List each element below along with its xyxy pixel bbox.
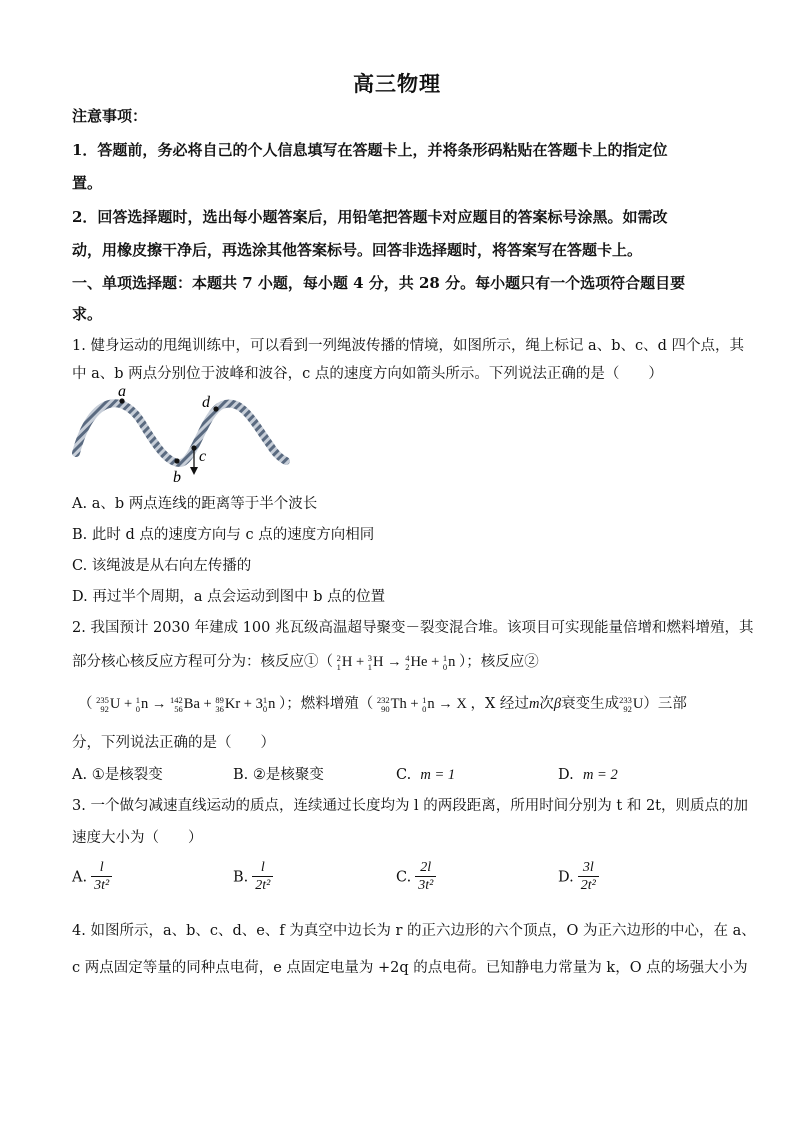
label-a: a xyxy=(118,383,126,400)
q2-stem-line-4: 分，下列说法正确的是（ ） xyxy=(72,735,275,751)
section-1-heading-line-1: 一、单项选择题：本题共 7 小题，每小题 4 分，共 28 分。每小题只有一个选项符合题目要 xyxy=(72,274,686,292)
q2-stem-line-3: （ 235 92 U + 1 0 n → 142 56 Ba + 89 36 Kr + 3 1 0 n ）；燃料增殖（ 232 90 Th + 1 0 n → X ，X 经过m次β衰变生成 233 92 U）三部 xyxy=(78,694,687,714)
notice-item-1-line-2: 置。 xyxy=(72,174,103,192)
q1-option-d: D. 再过半个周期，a 点会运动到图中 b 点的位置 xyxy=(72,589,386,605)
q1-option-a: A. a、b 两点连线的距离等于半个波长 xyxy=(72,496,318,512)
q2-option-d: D. m = 2 xyxy=(558,767,618,783)
label-b: b xyxy=(173,469,181,486)
q1-option-c: C. 该绳波是从右向左传播的 xyxy=(72,558,252,574)
point-b xyxy=(174,458,179,463)
arrow-head xyxy=(190,467,198,475)
q2-stem-line-1: 2. 我国预计 2030 年建成 100 兆瓦级高温超导聚变－裂变混合堆。该项目可实现能量倍增和燃料增殖，其 xyxy=(72,620,754,636)
q1-stem-line-2: 中 a、b 两点分别位于波峰和波谷，c 点的速度方向如箭头所示。下列说法正确的是（ ） xyxy=(72,366,663,382)
q3-stem-line-1: 3. 一个做匀减速直线运动的质点，连续通过长度均为 l 的两段距离，所用时间分别为 t 和 2t，则质点的加 xyxy=(72,798,749,814)
q2-option-b: B. ②是核聚变 xyxy=(233,767,324,783)
label-d: d xyxy=(202,394,210,411)
q2-option-c: C. m = 1 xyxy=(396,767,456,783)
reaction-2: 235 92 U + 1 0 n → 142 56 Ba + 89 36 Kr + 3 1 0 n xyxy=(96,694,276,714)
q4-stem-line-1: 4. 如图所示，a、b、c、d、e、f 为真空中边长为 r 的正六边形的六个顶点，O 为正六边形的中心，在 a、 xyxy=(72,923,756,939)
rope-wave-figure xyxy=(72,383,292,488)
q2-option-a: A. ①是核裂变 xyxy=(72,767,163,783)
q3-option-a: A. $\frac{l}{\text{3t²}}$ xyxy=(72,860,112,895)
q1-stem-line-1: 1. 健身运动的甩绳训练中，可以看到一列绳波传播的情境，如图所示，绳上标记 a、b、c、d 四个点，其 xyxy=(72,338,744,354)
notice-item-2-line-1: 2．回答选择题时，选出每小题答案后，用铅笔把答题卡对应题目的答案标号涂黑。如需改 xyxy=(72,208,668,226)
q1-option-b: B. 此时 d 点的速度方向与 c 点的速度方向相同 xyxy=(72,527,375,543)
q3-option-c: C. $\frac{2l}{\text{3t²}}$ xyxy=(396,860,436,895)
q2-stem-line-2 xyxy=(72,652,722,672)
notice-item-2-line-2: 动，用橡皮擦干净后，再选涂其他答案标号。回答非选择题时，将答案写在答题卡上。 xyxy=(72,241,643,259)
q3-option-b: B. $\frac{l}{\text{2t²}}$ xyxy=(233,860,273,895)
notice-heading: 注意事项： xyxy=(72,107,148,125)
section-1-heading-line-2: 求。 xyxy=(72,305,103,323)
reaction-3: 232 90 Th + 1 0 n → X xyxy=(376,694,471,714)
label-c: c xyxy=(199,448,207,465)
page-title: 高三物理 xyxy=(353,71,441,96)
notice-item-1-line-1: 1．答题前，务必将自己的个人信息填写在答题卡上，并将条形码粘贴在答题卡上的指定位 xyxy=(72,141,668,159)
q2-line2-text: 部分核心核反应方程可分为：核反应①（ xyxy=(72,654,333,670)
q3-stem-line-2: 速度大小为（ ） xyxy=(72,830,203,846)
rope-wave xyxy=(76,403,286,463)
reaction-1: 2 1 H + 3 1 H → 4 2 He + 1 0 n xyxy=(336,652,456,672)
q3-option-d: D. $\frac{3l}{\text{2t²}}$ xyxy=(558,860,599,895)
q4-stem-line-2: c 两点固定等量的同种点电荷，e 点固定电量为 +2q 的点电荷。已知静电力常量为 k，O 点的场强大小为 xyxy=(72,960,748,976)
point-d xyxy=(213,406,218,411)
q2-line2-end: ）；核反应② xyxy=(459,654,539,670)
